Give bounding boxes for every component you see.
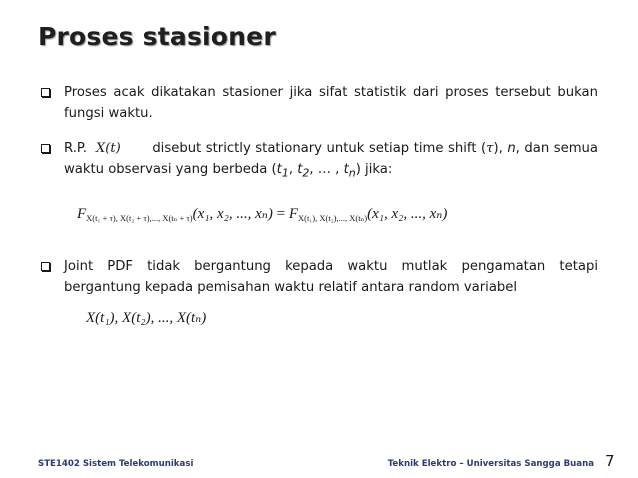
lhs-subscript: X(t₁ + τ), X(t₂ + τ),..., X(tₙ + τ) bbox=[86, 213, 193, 223]
checkbox-bullet-icon bbox=[41, 144, 50, 153]
stationarity-equation: $F_{X(t_1 + \tau), X(t_2 + \tau),..., X(t_n + \tau)}(x_1$, x₂, ..., $x_n) = F_{X(t_1), X(t_2),..., X(t_n)}(x_1$, x₂, ..., xₙ) bbox=[77, 206, 448, 223]
checkbox-bullet-icon bbox=[41, 262, 50, 271]
bullet-text: R.P. X(t) disebut strictly stationary untuk setiap time shift (τ), n, dan semua waktu observasi yang berbeda ($t_1$, $t_2$, … , $t_n$) jika: bbox=[64, 141, 598, 180]
bullet-strict-stationary bbox=[38, 138, 598, 184]
bullet-joint-pdf bbox=[38, 256, 598, 298]
random-variable-list: X(t₁), X(t₂), ..., X(tₙ) bbox=[86, 310, 207, 326]
footer-course: STE1402 Sistem Telekomunikasi bbox=[38, 459, 194, 469]
footer-institution: Teknik Elektro – Universitas Sangga Buana bbox=[387, 459, 594, 469]
page-number: 7 bbox=[605, 452, 615, 470]
bullet-text: Proses acak dikatakan stasioner jika sifat statistik dari proses tersebut bukan fungsi waktu. bbox=[64, 85, 598, 121]
bullet-stationary-definition bbox=[38, 82, 598, 124]
slide-title: Proses stasioner bbox=[38, 22, 276, 51]
checkbox-bullet-icon bbox=[41, 88, 50, 97]
process-symbol: X(t) bbox=[96, 141, 121, 156]
rhs-subscript: X(t₁), X(t₂),..., X(tₙ) bbox=[298, 213, 368, 223]
bullet-text: Joint PDF tidak bergantung kepada waktu mutlak pengamatan tetapi bergantung kepada pemisahan waktu relatif antara random variabel bbox=[64, 259, 598, 295]
